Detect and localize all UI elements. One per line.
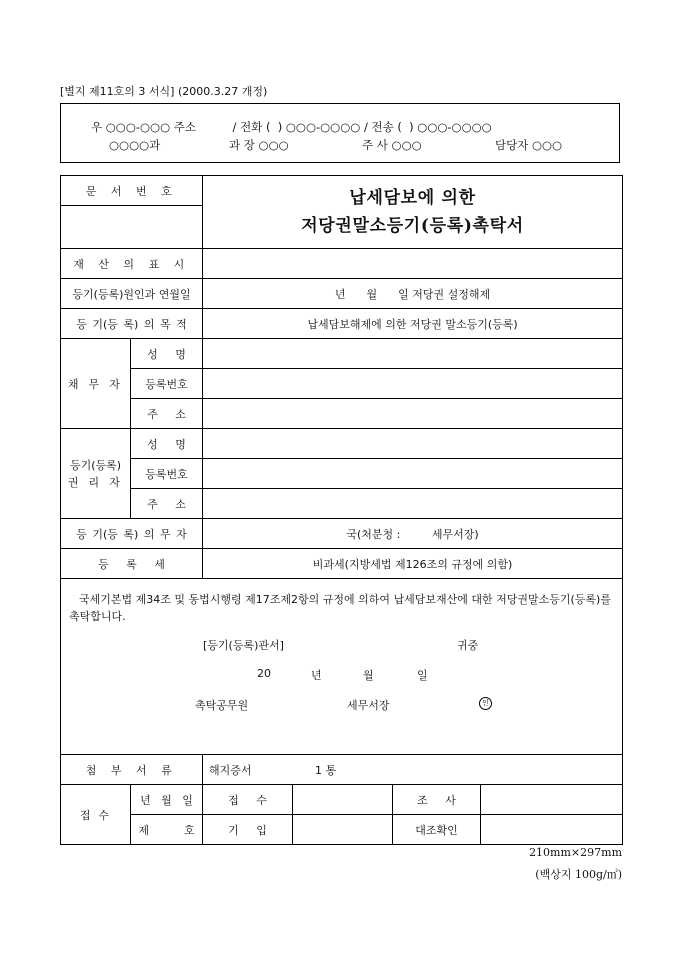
receipt-date-label: 년 월 일: [131, 785, 203, 815]
receipt-sub-value[interactable]: [293, 785, 393, 815]
holder-address-label: 주 소: [131, 489, 203, 519]
receipt-label: 접 수: [61, 785, 131, 845]
doc-number-label: 문 서 번 호: [61, 176, 203, 206]
office-to: [등기(등록)관서]: [203, 639, 284, 652]
date-century: 20: [257, 667, 271, 680]
survey-value[interactable]: [481, 785, 623, 815]
purpose-value: 납세담보해제에 의한 저당권 말소등기(등록): [203, 309, 623, 339]
holder-regno-label: 등록번호: [131, 459, 203, 489]
form-title-line2: 저당권말소등기(등록)촉탁서: [301, 216, 524, 236]
debtor-name-label: 성 명: [131, 339, 203, 369]
office-address-phone: 우 ○○○-○○○ 주소 / 전화 ( ) ○○○-○○○○ / 전송 ( ) ○○○-○○○○: [91, 120, 492, 134]
commission-form-table: [60, 175, 623, 845]
office-staff: 담당자 ○○○: [495, 138, 563, 152]
holder-label-line2: 권 리 자: [67, 475, 124, 489]
debtor-address-label: 주 소: [131, 399, 203, 429]
debtor-label: 채 무 자: [61, 339, 131, 429]
survey-label: 조 사: [393, 785, 481, 815]
property-value[interactable]: [203, 249, 623, 279]
holder-address-value[interactable]: [203, 489, 623, 519]
cause-label: 등기(등록)원인과 연월일: [61, 279, 203, 309]
date-month: 월: [363, 669, 374, 682]
obligor-label: 등 기(등 록) 의 무 자: [61, 519, 203, 549]
date-day: 일: [417, 669, 428, 682]
form-number-note: [별지 제11호의 3 서식] (2000.3.27 개정): [60, 85, 268, 98]
entry-sub-label: 기 입: [203, 815, 293, 845]
debtor-address-value[interactable]: [203, 399, 623, 429]
paper-type: (백상지 100g/㎡): [535, 868, 622, 881]
attachment-value: 해지증서: [209, 763, 252, 777]
verify-label: 대조확인: [393, 815, 481, 845]
statement-text: 국세기본법 제34조 및 동법시행령 제17조제2항의 규정에 의하여 납세담보재산에 대한 저당권말소등기(등록)를 촉탁합니다.: [69, 593, 611, 623]
honorific: 귀중: [457, 639, 479, 652]
holder-name-label: 성 명: [131, 429, 203, 459]
tax-value: 비과세(지방세법 제126조의 규정에 의함): [203, 549, 623, 579]
commissioner-label: 촉탁공무원: [195, 699, 249, 712]
holder-label-line1: 등기(등록): [69, 458, 122, 472]
date-year: 년: [311, 669, 322, 682]
tax-office-head: 세무서장: [347, 699, 390, 712]
receipt-sub-label: 접 수: [203, 785, 293, 815]
office-info-box: [60, 103, 620, 163]
form-title: [203, 176, 623, 249]
holder-label: [61, 429, 131, 519]
commission-statement: [61, 579, 623, 755]
debtor-name-value[interactable]: [203, 339, 623, 369]
holder-regno-value[interactable]: [203, 459, 623, 489]
office-supervisor: 주 사 ○○○: [362, 138, 422, 152]
tax-label: 등 록 세: [61, 549, 203, 579]
holder-name-value[interactable]: [203, 429, 623, 459]
paper-size: 210mm×297mm: [529, 846, 622, 859]
form-title-line1: 납세담보에 의한: [349, 188, 476, 208]
attachment-value-cell: [203, 755, 623, 785]
purpose-label: 등 기(등 록) 의 목 적: [61, 309, 203, 339]
debtor-regno-value[interactable]: [203, 369, 623, 399]
addressee-line: [69, 637, 614, 667]
office-department: ○○○○과: [109, 138, 161, 152]
office-manager: 과 장 ○○○: [229, 138, 289, 152]
debtor-regno-label: 등록번호: [131, 369, 203, 399]
signature-line: [69, 697, 614, 727]
obligor-value: 국(처분청 : 세무서장): [203, 519, 623, 549]
doc-number-value[interactable]: [61, 206, 203, 249]
verify-value[interactable]: [481, 815, 623, 845]
attachment-label: 첨 부 서 류: [61, 755, 203, 785]
entry-sub-value[interactable]: [293, 815, 393, 845]
date-line: [69, 667, 614, 697]
cause-value: 년 월 일 저당권 설정해제: [203, 279, 623, 309]
attachment-count: 1 통: [315, 763, 337, 777]
seal-icon: 인: [479, 697, 492, 710]
property-label: 재 산 의 표 시: [61, 249, 203, 279]
receipt-number-label: 제 호: [131, 815, 203, 845]
